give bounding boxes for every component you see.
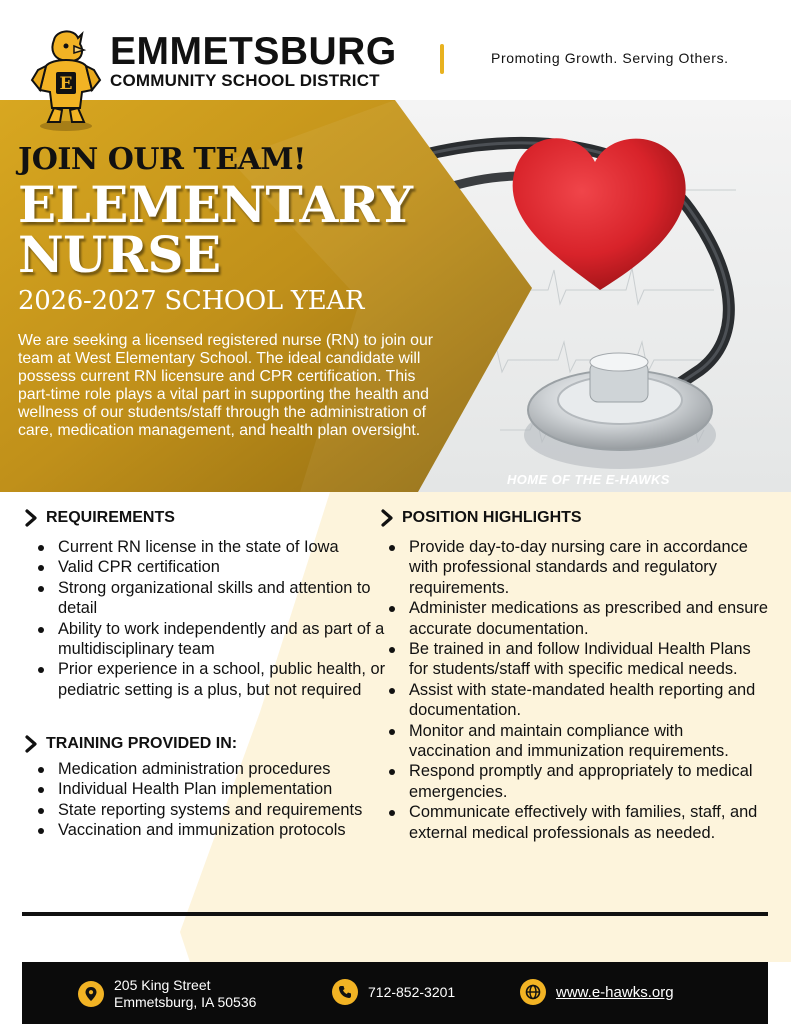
position-highlights-heading [380, 509, 582, 527]
list-item: Be trained in and follow Individual Health Plans for students/staff with specific medical needs. [409, 639, 769, 680]
list-item: Valid CPR certification [58, 557, 398, 577]
list-item: Respond promptly and appropriately to medical emergencies. [409, 761, 769, 802]
training-heading-label: TRAINING PROVIDED IN: [46, 735, 238, 752]
district-name: EMMETSBURG [110, 30, 397, 73]
job-title-line1: ELEMENTARY [18, 175, 413, 234]
list-item: Prior experience in a school, public health, or pediatric setting is a plus, but not required [58, 659, 398, 700]
address-line2: Emmetsburg, IA 50536 [114, 994, 257, 1010]
footer [22, 962, 768, 1024]
website-link[interactable]: www.e-hawks.org [556, 983, 674, 1001]
position-highlights-list [369, 537, 769, 843]
school-year: 2026-2027 SCHOOL YEAR [18, 286, 365, 316]
phone-number[interactable]: 712-852-3201 [368, 984, 456, 1000]
job-title [18, 175, 413, 284]
list-item: Strong organizational skills and attention to detail [58, 578, 398, 619]
chevron-right-icon [24, 735, 38, 753]
list-item: Vaccination and immunization protocols [58, 820, 398, 840]
header [0, 0, 791, 100]
logo-letter: E [59, 74, 73, 94]
list-item: Assist with state-mandated health reporting and documentation. [409, 680, 769, 721]
header-divider [440, 44, 444, 74]
district-subtitle: COMMUNITY SCHOOL DISTRICT [110, 71, 380, 90]
list-item: State reporting systems and requirements [58, 800, 398, 820]
footer-phone[interactable] [332, 979, 455, 1005]
globe-icon [520, 979, 546, 1005]
footer-website[interactable] [520, 979, 674, 1005]
list-item: Monitor and maintain compliance with vaccination and immunization requirements. [409, 721, 769, 762]
phone-icon [332, 979, 358, 1005]
tagline: Promoting Growth. Serving Others. [491, 50, 729, 66]
e-hawk-mascot-logo [26, 26, 106, 132]
requirements-list [18, 537, 398, 700]
intro-paragraph: We are seeking a licensed registered nurse (RN) to join our team at West Elementary School. The ideal candidate will possess current RN licensure and CPR certification. This part-time role plays a vital part in supporting the health and wellness of our students/staff through the administration of care, medication management, and health plan oversight. [18, 332, 434, 439]
position-highlights-heading-label: POSITION HIGHLIGHTS [402, 509, 582, 526]
list-item: Medication administration procedures [58, 759, 398, 779]
list-item: Communicate effectively with families, staff, and external medical professionals as needed. [409, 802, 769, 843]
home-of-ehawks-caption: HOME OF THE E-HAWKS [507, 472, 670, 487]
training-list [18, 759, 398, 841]
section-divider [22, 912, 768, 916]
list-item: Provide day-to-day nursing care in accordance with professional standards and regulatory requirements. [409, 537, 769, 598]
requirements-heading-label: REQUIREMENTS [46, 509, 175, 526]
chevron-right-icon [380, 509, 394, 527]
join-our-team-heading: JOIN OUR TEAM! [18, 142, 306, 177]
list-item: Ability to work independently and as part of a multidisciplinary team [58, 619, 398, 660]
location-pin-icon [78, 981, 104, 1007]
list-item: Administer medications as prescribed and ensure accurate documentation. [409, 599, 768, 638]
footer-address [78, 977, 256, 1011]
address-line1: 205 King Street [114, 977, 211, 993]
training-heading [24, 735, 237, 753]
chevron-right-icon [24, 509, 38, 527]
requirements-heading [24, 509, 175, 527]
list-item: Current RN license in the state of Iowa [58, 537, 398, 557]
list-item: Individual Health Plan implementation [58, 779, 398, 799]
job-title-line2: NURSE [18, 225, 221, 284]
